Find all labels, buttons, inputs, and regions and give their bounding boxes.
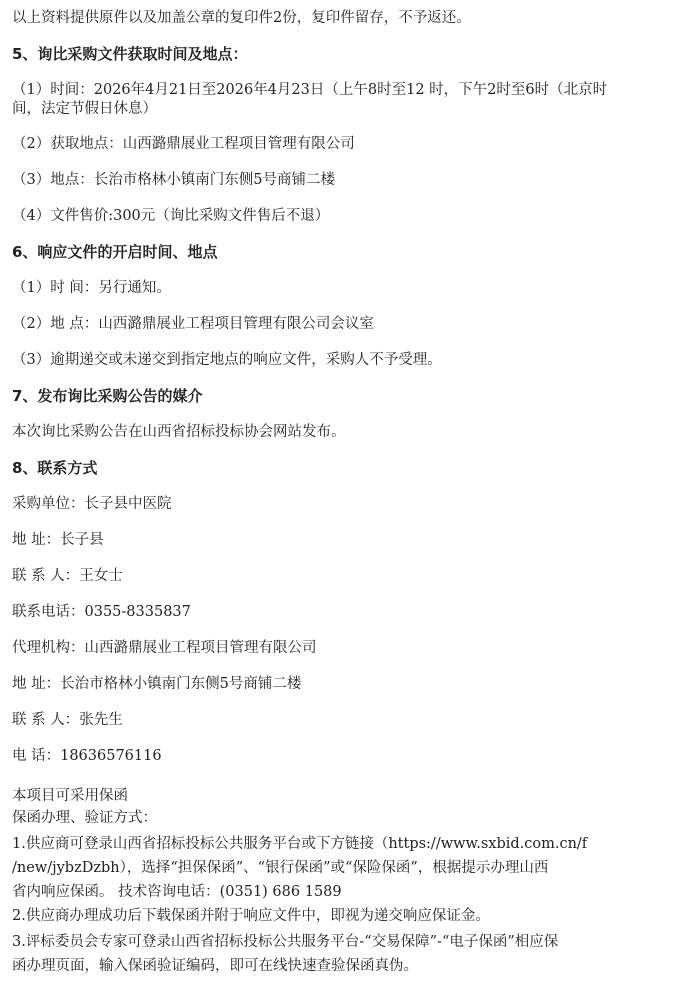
guarantee-methods-label: 保函办理、验证方式：: [12, 810, 157, 826]
section-6-time: （1）时 间：另行通知。: [12, 280, 171, 296]
section-5-place: （2）获取地点：山西潞鼎展业工程项目管理有限公司: [12, 136, 355, 152]
buyer-phone: 联系电话：0355-8335837: [12, 604, 191, 620]
guarantee-item-3-line-1: 3.评标委员会专家可登录山西省招标投标公共服务平台-“交易保障”-“电子保函”相应保: [12, 934, 559, 950]
section-5-price: （4）文件售价:300元（询比采购文件售后不退）: [12, 208, 330, 224]
section-8-heading: 8、联系方式: [12, 459, 98, 477]
agency-address: 地 址：长治市格林小镇南门东侧5号商铺二楼: [12, 676, 302, 692]
section-5-heading: 5、询比采购文件获取时间及地点：: [12, 45, 248, 63]
buyer-contact: 联 系 人：王女士: [12, 568, 123, 584]
section-5-address: （3）地点：长治市格林小镇南门东侧5号商铺二楼: [12, 172, 335, 188]
section-7-text: 本次询比采购公告在山西省招标投标协会网站发布。: [12, 424, 346, 440]
guarantee-item-2: 2.供应商办理成功后下载保函并附于响应文件中，即视为递交响应保证金。: [12, 908, 490, 924]
section-7-heading: 7、发布询比采购公告的媒介: [12, 387, 203, 405]
guarantee-item-3-line-2: 函办理页面，输入保函验证编码，即可在线快速查验保函真伪。: [12, 958, 418, 974]
guarantee-item-1-line-1: 1.供应商可登录山西省招标投标公共服务平台或下方链接（https://www.sxbid.com.cn/f: [12, 836, 588, 852]
guarantee-intro: 本项目可采用保函: [12, 788, 128, 804]
buyer-address: 地 址：长子县: [12, 532, 104, 548]
agency-name: 代理机构：山西潞鼎展业工程项目管理有限公司: [12, 640, 317, 656]
section-5-time-line-2: 间，法定节假日休息）: [12, 101, 157, 117]
guarantee-item-1-line-3: 省内响应保函。 技术咨询电话：(0351) 686 1589: [12, 884, 342, 900]
agency-phone: 电 话：18636576116: [12, 748, 162, 764]
agency-contact: 联 系 人：张先生: [12, 712, 123, 728]
section-6-place: （2）地 点：山西潞鼎展业工程项目管理有限公司会议室: [12, 316, 374, 332]
intro-line: 以上资料提供原件以及加盖公章的复印件2份，复印件留存，不予返还。: [12, 10, 471, 26]
guarantee-item-1-line-2: /new/jybzDzbh），选择“担保保函”、“银行保函”或“保险保函”，根据提示办理山西: [12, 860, 549, 876]
section-6-late: （3）逾期递交或未递交到指定地点的响应文件，采购人不予受理。: [12, 352, 442, 368]
section-5-time-line-1: （1）时间：2026年4月21日至2026年4月23日（上午8时至12 时，下午2时至6时（北京时: [12, 82, 608, 98]
buyer-name: 采购单位：长子县中医院: [12, 496, 172, 512]
section-6-heading: 6、响应文件的开启时间、地点: [12, 243, 218, 261]
